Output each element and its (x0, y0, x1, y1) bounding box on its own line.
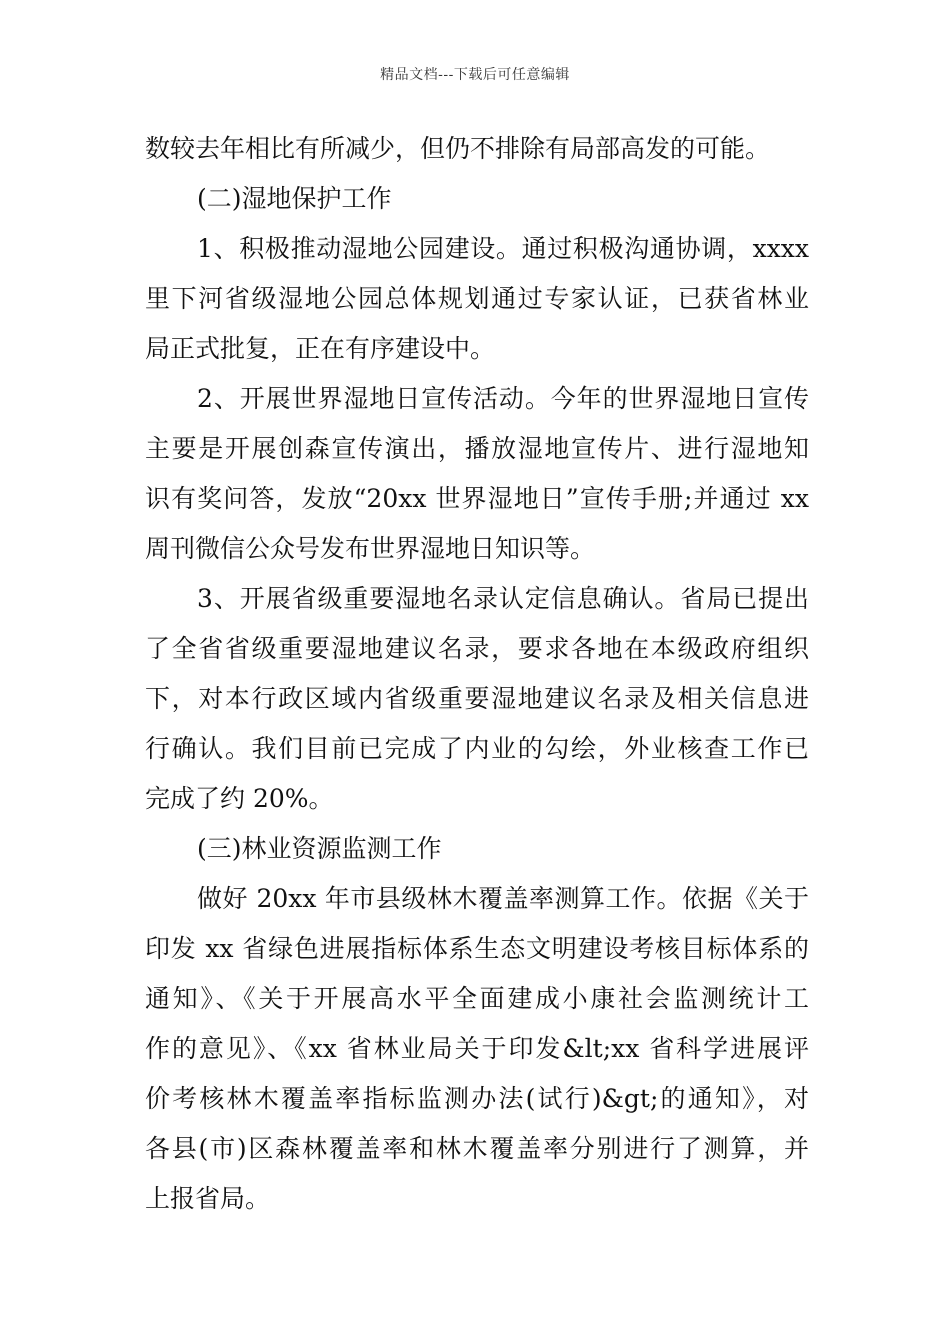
text-line: 做好 20xx 年市县级林木覆盖率测算工作。依据《关于 (197, 884, 809, 913)
text-line: 通知》、《关于开展高水平全面建成小康社会监测统计工 (145, 984, 809, 1013)
text-line: 了全省省级重要湿地建议名录，要求各地在本级政府组织 (145, 634, 809, 663)
text-line: 里下河省级湿地公园总体规划通过专家认证，已获省林业 (145, 284, 809, 313)
text-line: (二)湿地保护工作 (197, 184, 392, 213)
text-line: 2、开展世界湿地日宣传活动。今年的世界湿地日宣传 (197, 384, 809, 413)
text-line: 上报省局。 (145, 1184, 271, 1213)
text-line: 各县(市)区森林覆盖率和林木覆盖率分别进行了测算，并 (145, 1134, 809, 1163)
text-line: 识有奖问答，发放“20xx 世界湿地日”宣传手册;并通过 xx (145, 484, 809, 513)
text-line: (三)林业资源监测工作 (197, 834, 442, 863)
text-line: 主要是开展创森宣传演出，播放湿地宣传片、进行湿地知 (145, 434, 809, 463)
text-line: 完成了约 20%。 (145, 784, 334, 813)
document-body (145, 124, 809, 1224)
text-line: 数较去年相比有所减少，但仍不排除有局部高发的可能。 (145, 134, 771, 163)
text-line: 印发 xx 省绿色进展指标体系生态文明建设考核目标体系的 (145, 934, 809, 963)
text-line: 行确认。我们目前已完成了内业的勾绘，外业核查工作已 (145, 734, 809, 763)
text-line: 价考核林木覆盖率指标监测办法(试行)&gt;的通知》，对 (145, 1084, 809, 1113)
page-header: 精品文档---下载后可任意编辑 (380, 67, 570, 83)
text-line: 下，对本行政区域内省级重要湿地建议名录及相关信息进 (145, 684, 809, 713)
text-line: 3、开展省级重要湿地名录认定信息确认。省局已提出 (197, 584, 809, 613)
text-line: 1、积极推动湿地公园建设。通过积极沟通协调，xxxx (197, 234, 809, 263)
text-line: 作的意见》、《xx 省林业局关于印发&lt;xx 省科学进展评 (145, 1034, 809, 1063)
text-line: 周刊微信公众号发布世界湿地日知识等。 (145, 534, 596, 563)
text-line: 局正式批复，正在有序建设中。 (145, 334, 496, 363)
